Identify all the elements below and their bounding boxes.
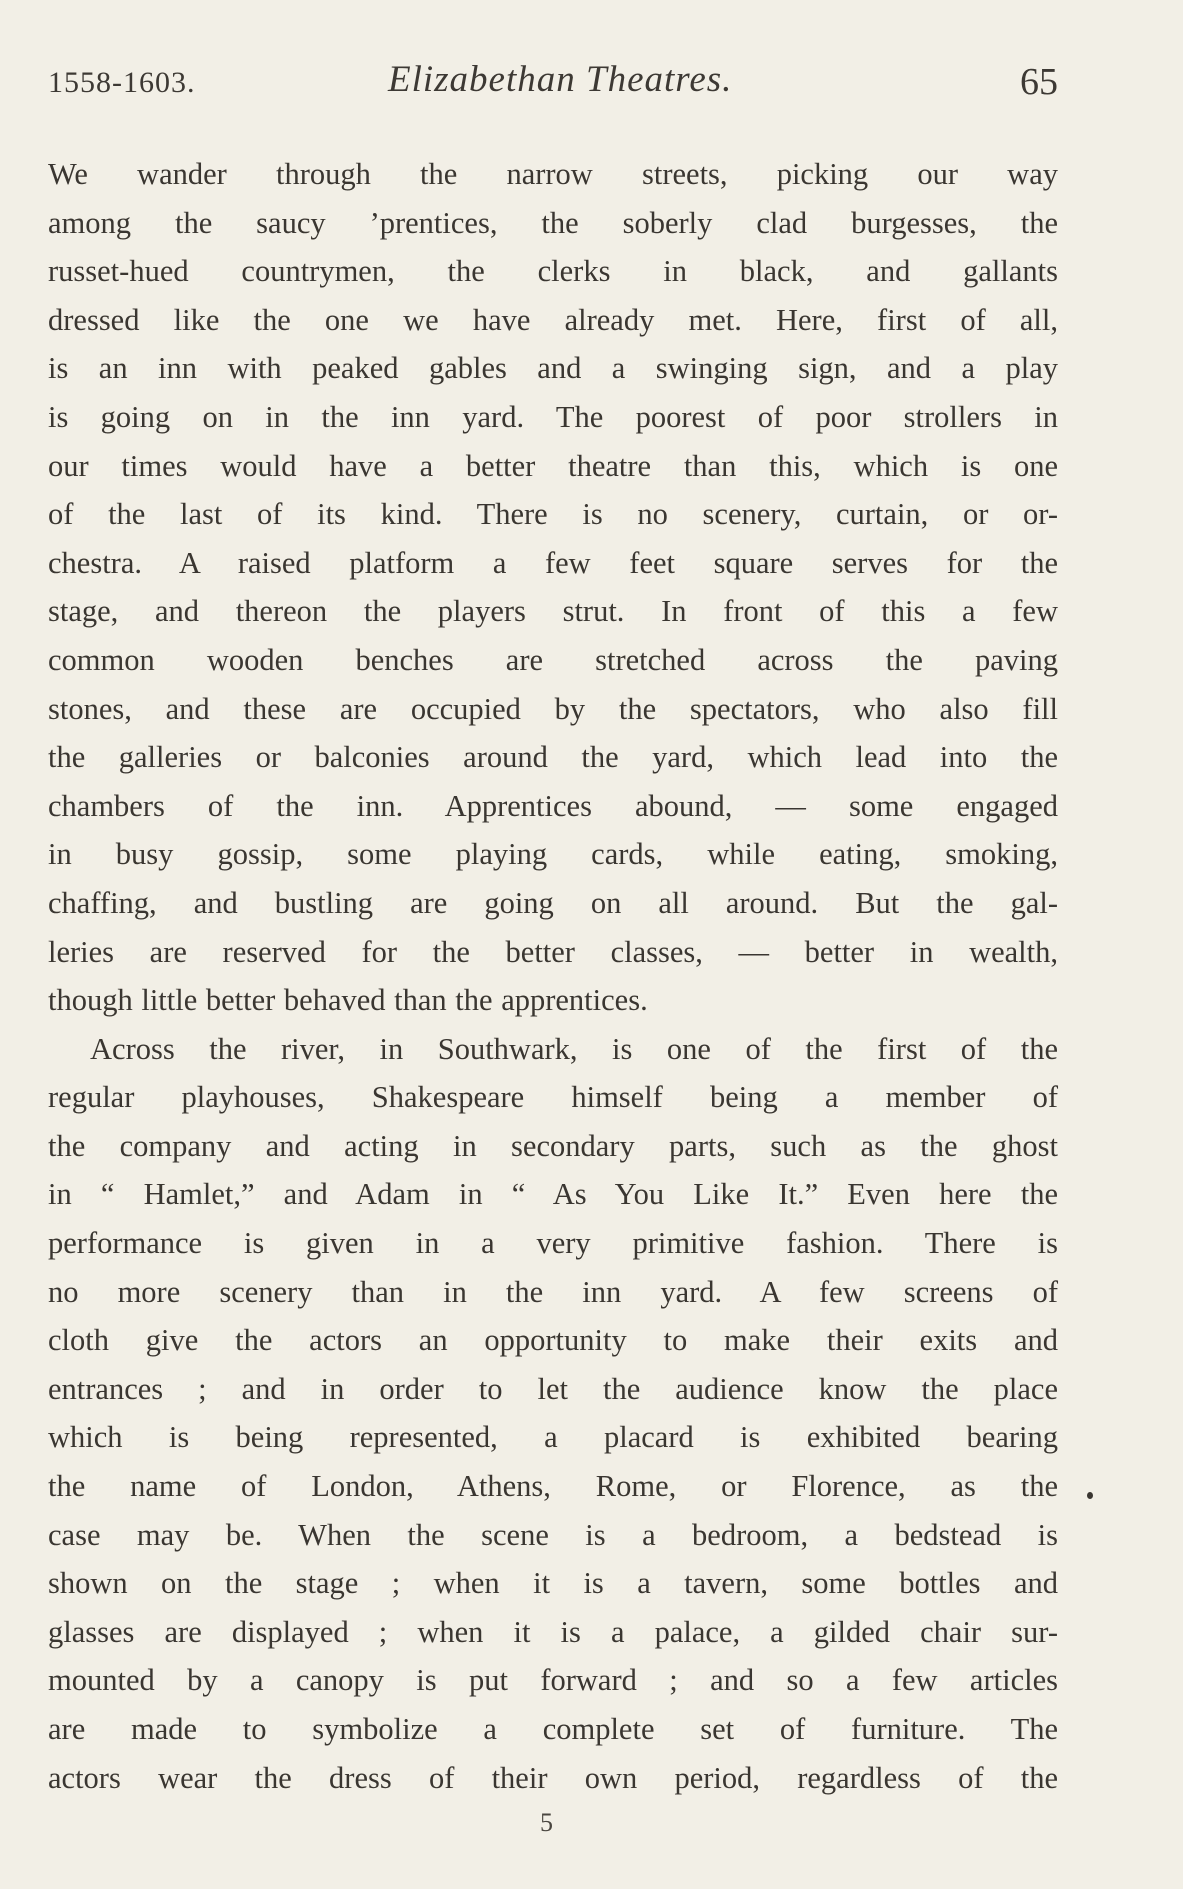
text-line: in busy gossip, some playing cards, while eating, smoking, — [48, 837, 1058, 872]
text-line: Across the river, in Southwark, is one of the first of the — [90, 1031, 1058, 1066]
text-line: the company and acting in secondary parts, such as the ghost — [48, 1128, 1058, 1163]
text-line: dressed like the one we have already met. Here, first of all, — [48, 302, 1058, 337]
text-line: We wander through the narrow streets, picking our way — [48, 157, 1058, 191]
text-line: in “ Hamlet,” and Adam in “ As You Like It.” Even here the — [48, 1177, 1058, 1212]
text-line: stage, and thereon the players strut. In front of this a few — [48, 594, 1058, 629]
text-line: chambers of the inn. Apprentices abound, — some engaged — [48, 788, 1058, 823]
text-line: chaffing, and bustling are going on all around. But the gal- — [48, 885, 1058, 920]
text-line: is going on in the inn yard. The poorest of poor strollers in — [48, 399, 1058, 434]
text-line: the galleries or balconies around the yard, which lead into the — [48, 740, 1058, 775]
text-line: among the saucy ’prentices, the soberly clad burgesses, the — [48, 205, 1058, 240]
page-number: 65 — [1020, 61, 1058, 103]
text-line: no more scenery than in the inn yard. A few screens of — [48, 1274, 1058, 1309]
text-line: performance is given in a very primitive fashion. There is — [48, 1226, 1058, 1261]
running-header — [48, 58, 1058, 108]
text-line: though little better behaved than the apprentices. — [48, 983, 648, 1018]
text-line: actors wear the dress of their own period, regardless of the — [48, 1760, 1058, 1795]
text-line: cloth give the actors an opportunity to make their exits and — [48, 1323, 1058, 1358]
text-line: glasses are displayed ; when it is a palace, a gilded chair sur- — [48, 1614, 1058, 1649]
ink-speck — [1087, 1492, 1093, 1499]
text-line: russet-hued countrymen, the clerks in black, and gallants — [48, 254, 1058, 289]
text-line: are made to symbolize a complete set of furniture. The — [48, 1712, 1058, 1746]
text-line: mounted by a canopy is put forward ; and so a few articles — [48, 1663, 1058, 1698]
text-line: stones, and these are occupied by the spectators, who also fill — [48, 691, 1058, 726]
header-years: 1558-1603. — [48, 66, 196, 99]
text-line: chestra. A raised platform a few feet square serves for the — [48, 545, 1058, 580]
text-line: which is being represented, a placard is exhibited bearing — [48, 1420, 1058, 1455]
text-line: leries are reserved for the better classes, — better in wealth, — [48, 934, 1058, 969]
text-line: of the last of its kind. There is no scenery, curtain, or or- — [48, 497, 1058, 532]
text-line: is an inn with peaked gables and a swinging sign, and a play — [48, 351, 1058, 386]
text-line: common wooden benches are stretched across the paving — [48, 642, 1058, 677]
text-line: case may be. When the scene is a bedroom, a bedstead is — [48, 1517, 1058, 1552]
body-text — [48, 150, 1058, 1802]
text-line: our times would have a better theatre than this, which is one — [48, 448, 1058, 483]
text-line: shown on the stage ; when it is a tavern, some bottles and — [48, 1566, 1058, 1601]
text-line: entrances ; and in order to let the audience know the place — [48, 1371, 1058, 1406]
header-title: Elizabethan Theatres. — [388, 59, 733, 100]
signature-mark: 5 — [540, 1808, 553, 1837]
text-line: the name of London, Athens, Rome, or Florence, as the — [48, 1469, 1058, 1504]
text-line: regular playhouses, Shakespeare himself being a member of — [48, 1080, 1058, 1115]
